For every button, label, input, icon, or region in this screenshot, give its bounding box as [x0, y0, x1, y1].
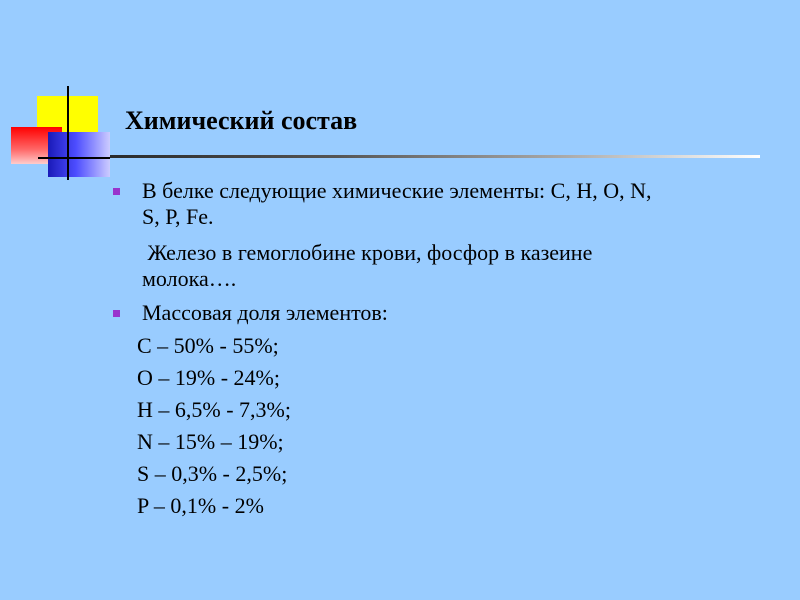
bullet-line: Массовая доля элементов: — [142, 300, 388, 325]
note-line: Железо в гемоглобине крови, фосфор в казеине — [142, 240, 593, 265]
decor-vertical-line — [67, 86, 69, 180]
bullet-marker — [113, 188, 120, 195]
note-iron-phosphorus — [110, 240, 770, 292]
bullet-marker — [113, 310, 120, 317]
mass-fraction-oxygen: O – 19% - 24%; — [137, 365, 280, 390]
bullet-elements — [110, 178, 770, 230]
mass-fraction-phosphorus: P – 0,1% - 2% — [137, 493, 264, 518]
mass-fraction-list — [110, 330, 770, 522]
bullet-line: S, P, Fe. — [142, 204, 214, 229]
mass-fraction-hydrogen: H – 6,5% - 7,3%; — [137, 397, 291, 422]
slide-title: Химический состав — [125, 106, 358, 135]
slide-content — [110, 178, 770, 522]
bullet-line: В белке следующие химические элементы: C, H, O, N, — [142, 178, 652, 203]
decor-horizontal-line — [38, 157, 110, 159]
bullet-mass-fraction — [110, 300, 770, 326]
mass-fraction-sulfur: S – 0,3% - 2,5%; — [137, 461, 288, 486]
decor-blue-square — [48, 132, 110, 177]
mass-fraction-nitrogen: N – 15% – 19%; — [137, 429, 284, 454]
mass-fraction-carbon: C – 50% - 55%; — [137, 333, 279, 358]
note-line: молока…. — [142, 266, 237, 291]
title-underline — [110, 155, 760, 158]
